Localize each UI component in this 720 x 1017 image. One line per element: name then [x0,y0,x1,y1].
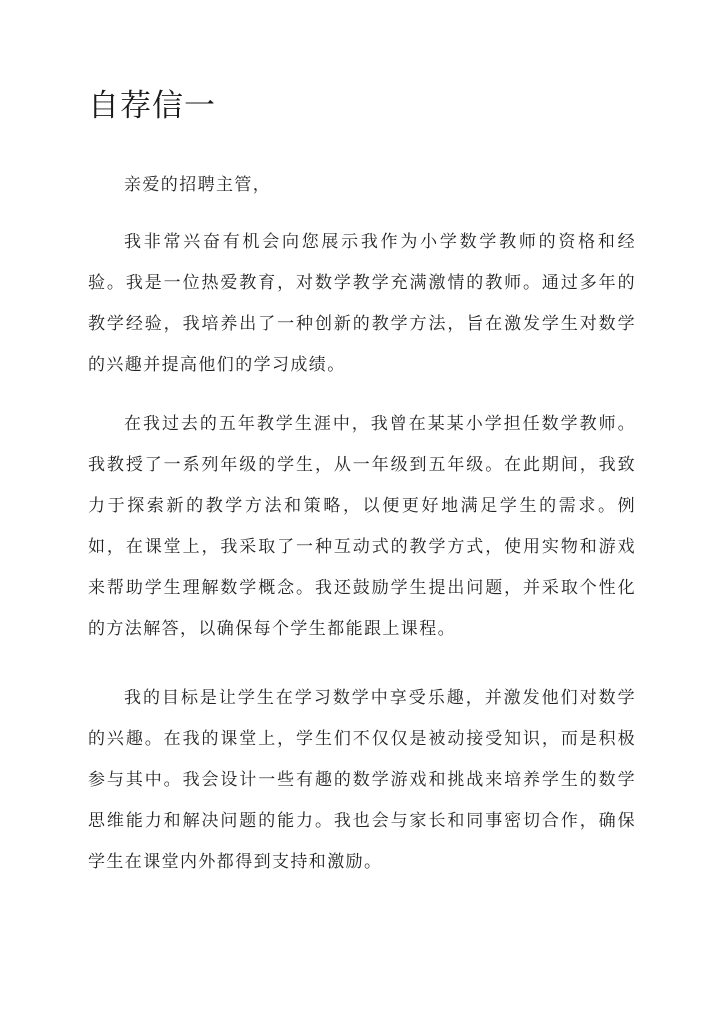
paragraph-1: 我非常兴奋有机会向您展示我作为小学数学教师的资格和经验。我是一位热爱教育，对数学教学充满激情的教师。通过多年的教学经验，我培养出了一种创新的教学方法，旨在激发学生对数学的兴趣并提高他们的学习成绩。 [88,232,636,375]
salutation: 亲爱的招聘主管， [124,175,272,195]
paragraph-3: 我的目标是让学生在学习数学中享受乐趣，并激发他们对数学的兴趣。在我的课堂上，学生们不仅仅是被动接受知识，而是积极参与其中。我会设计一些有趣的数学游戏和挑战来培养学生的数学思维能力和解决问题的能力。我也会与家长和同事密切合作，确保学生在课堂内外都得到支持和激励。 [88,688,636,872]
document-title: 自荐信一 [88,88,216,124]
paragraph-2: 在我过去的五年教学生涯中，我曾在某某小学担任数学教师。我教授了一系列年级的学生，从一年级到五年级。在此期间，我致力于探索新的教学方法和策略，以便更好地满足学生的需求。例如，在课堂上，我采取了一种互动式的教学方式，使用实物和游戏来帮助学生理解数学概念。我还鼓励学生提出问题，并采取个性化的方法解答，以确保每个学生都能跟上课程。 [88,414,636,639]
